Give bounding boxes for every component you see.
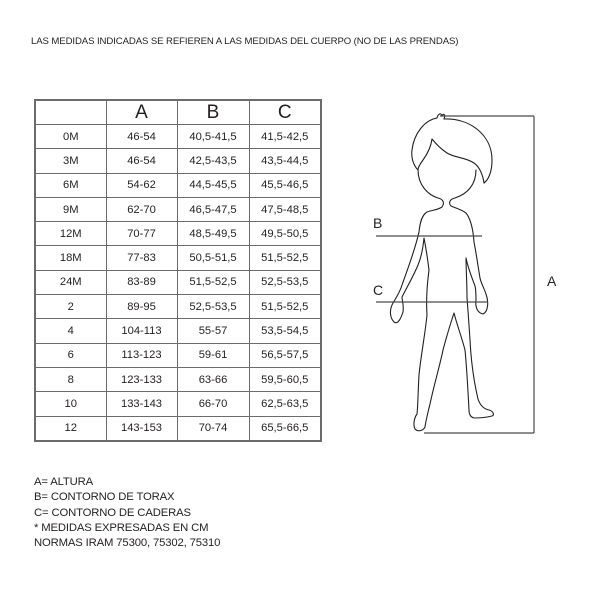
cell-size: 3M (35, 149, 106, 173)
cell-c: 65,5-66,5 (249, 416, 321, 441)
table-row (35, 270, 321, 294)
legend-item-a: A= ALTURA (34, 476, 94, 488)
table-row (35, 295, 321, 319)
cell-a: 104-113 (106, 319, 177, 343)
cell-b: 59-61 (177, 343, 249, 367)
table-row (35, 392, 321, 416)
header-c: C (249, 100, 321, 125)
cell-b: 42,5-43,5 (177, 149, 249, 173)
cell-c: 59,5-60,5 (249, 367, 321, 391)
table-row (35, 416, 321, 441)
cell-c: 52,5-53,5 (249, 270, 321, 294)
head-outline (412, 114, 492, 183)
cell-c: 41,5-42,5 (249, 125, 321, 149)
cell-a: 46-54 (106, 125, 177, 149)
cell-size: 10 (35, 392, 106, 416)
table-row (35, 173, 321, 197)
cell-b: 55-57 (177, 319, 249, 343)
cell-size: 4 (35, 319, 106, 343)
legend-note-standards: NORMAS IRAM 75300, 75302, 75310 (34, 537, 221, 550)
label-b: B (373, 215, 383, 231)
cell-b: 50,5-51,5 (177, 246, 249, 270)
header-b: B (177, 100, 249, 125)
cell-c: 51,5-52,5 (249, 246, 321, 270)
height-bracket (424, 116, 534, 433)
table-row (35, 197, 321, 221)
cell-a: 143-153 (106, 416, 177, 441)
cell-b: 44,5-45,5 (177, 173, 249, 197)
header-a: A (106, 100, 177, 125)
legend-note-units: * MEDIDAS EXPRESADAS EN CM (34, 521, 209, 534)
header-size (35, 100, 106, 125)
cell-b: 51,5-52,5 (177, 270, 249, 294)
cell-a: 133-143 (106, 392, 177, 416)
size-chart-table (34, 99, 322, 442)
cell-c: 43,5-44,5 (249, 149, 321, 173)
legend-item-c: C= CONTORNO DE CADERAS (34, 506, 191, 519)
cell-size: 9M (35, 197, 106, 221)
cell-b: 52,5-53,5 (177, 295, 249, 319)
cell-a: 123-133 (106, 367, 177, 391)
cell-b: 70-74 (177, 416, 249, 441)
cell-size: 24M (35, 270, 106, 294)
cell-size: 8 (35, 367, 106, 391)
table-row (35, 222, 321, 246)
child-silhouette-icon (390, 114, 493, 431)
cell-a: 77-83 (106, 246, 177, 270)
cell-b: 63-66 (177, 367, 249, 391)
cell-a: 70-77 (106, 222, 177, 246)
cell-a: 62-70 (106, 197, 177, 221)
table-header-row (35, 100, 321, 125)
legend-item-b: B= CONTORNO DE TORAX (34, 491, 175, 504)
label-a: A (547, 273, 557, 289)
cell-a: 54-62 (106, 173, 177, 197)
cell-size: 6 (35, 343, 106, 367)
body-outline (390, 170, 493, 431)
cell-size: 6M (35, 173, 106, 197)
cell-size: 12M (35, 222, 106, 246)
cell-b: 66-70 (177, 392, 249, 416)
cell-size: 12 (35, 416, 106, 441)
cell-c: 56,5-57,5 (249, 343, 321, 367)
table-row (35, 367, 321, 391)
table-row (35, 246, 321, 270)
cell-b: 46,5-47,5 (177, 197, 249, 221)
legend (34, 475, 220, 551)
cell-size: 18M (35, 246, 106, 270)
cell-c: 62,5-63,5 (249, 392, 321, 416)
cell-c: 47,5-48,5 (249, 197, 321, 221)
cell-c: 49,5-50,5 (249, 222, 321, 246)
label-c: C (373, 282, 384, 298)
table-row (35, 343, 321, 367)
table-row (35, 319, 321, 343)
cell-c: 53,5-54,5 (249, 319, 321, 343)
cell-a: 46-54 (106, 149, 177, 173)
cell-a: 113-123 (106, 343, 177, 367)
cell-c: 51,5-52,5 (249, 295, 321, 319)
cell-c: 45,5-46,5 (249, 173, 321, 197)
intro-note: LAS MEDIDAS INDICADAS SE REFIEREN A LAS MEDIDAS DEL CUERPO (NO DE LAS PRENDAS) (31, 36, 459, 47)
cell-a: 89-95 (106, 295, 177, 319)
cell-b: 48,5-49,5 (177, 222, 249, 246)
table-row (35, 149, 321, 173)
table-row (35, 125, 321, 149)
cell-a: 83-89 (106, 270, 177, 294)
cell-size: 0M (35, 125, 106, 149)
cell-size: 2 (35, 295, 106, 319)
cell-b: 40,5-41,5 (177, 125, 249, 149)
